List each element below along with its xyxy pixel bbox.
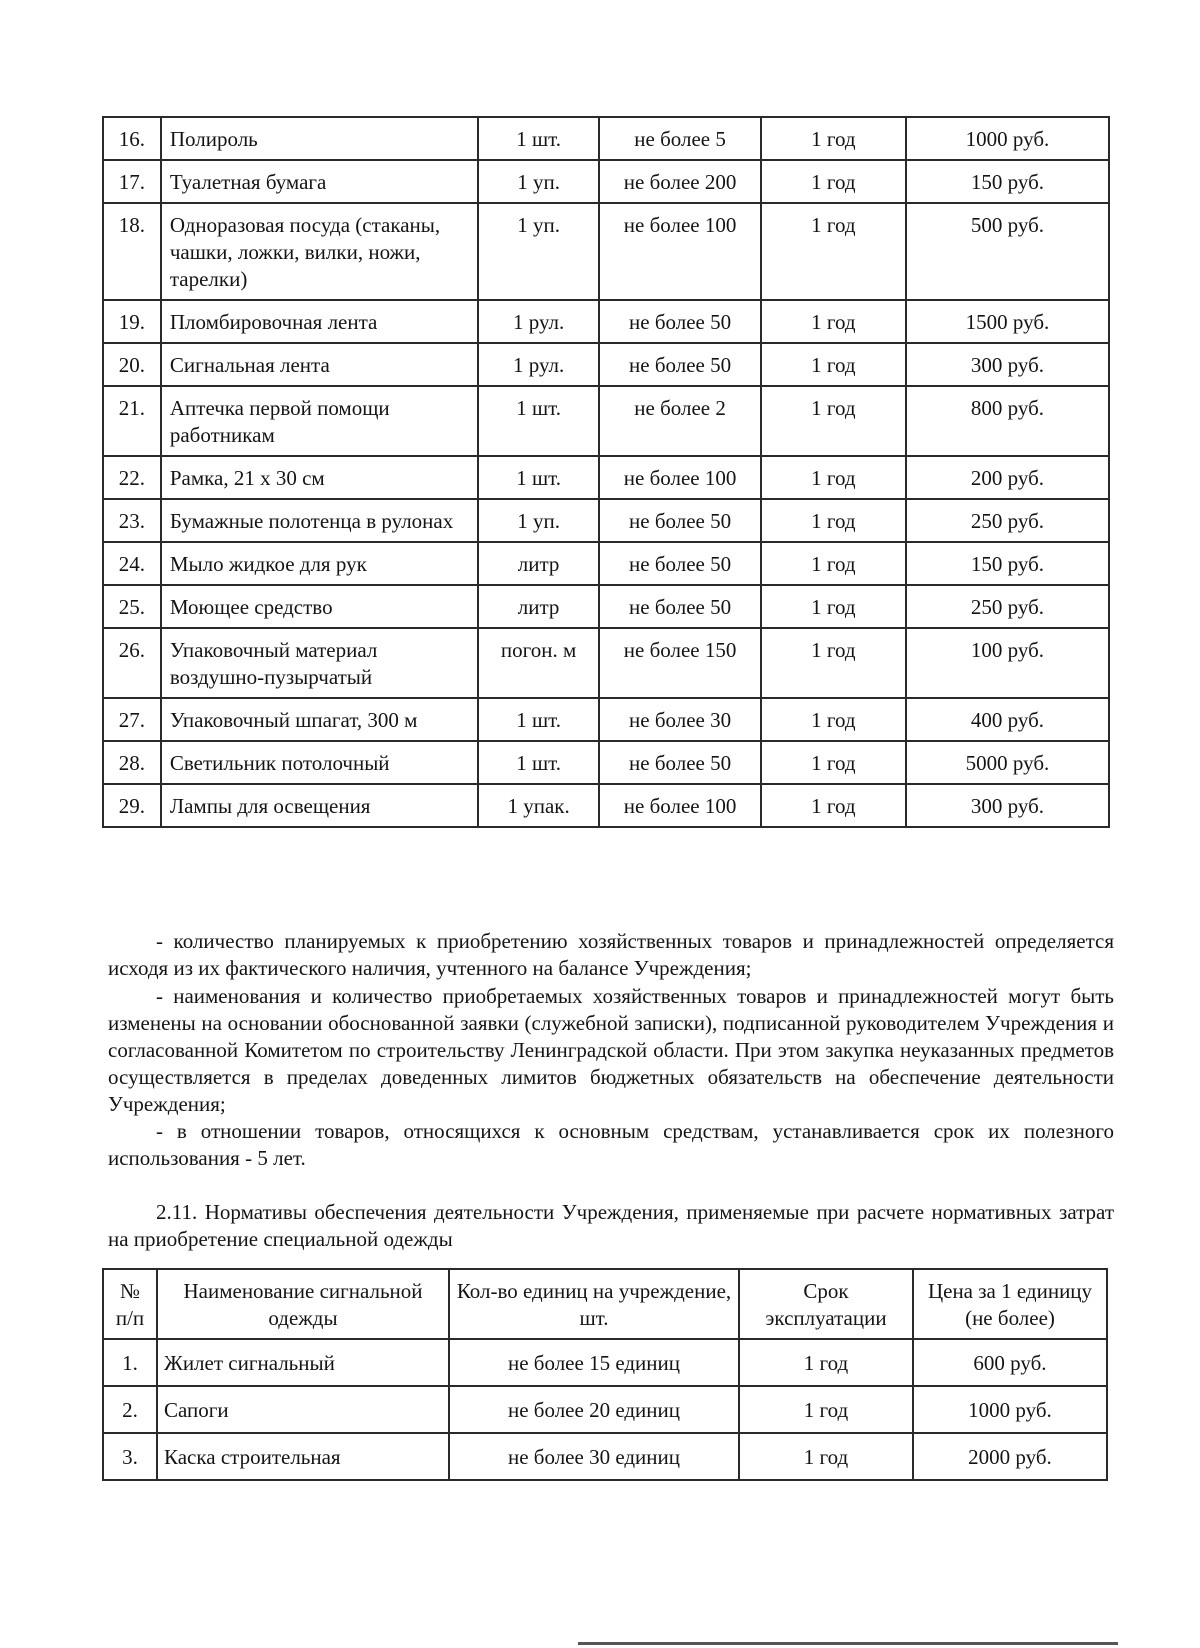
note-paragraph-availability: - количество планируемых к приобретению хозяйственных товаров и принадлежностей определяется исходя из их фактического наличия, учтенного на балансе Учреждения; [108,929,1114,980]
table-row [103,1433,1107,1480]
cell-term: 1 год [761,343,906,386]
cell-quantity: не более 5 [599,117,760,160]
cell-quantity: не более 100 [599,456,760,499]
supplies-table [102,116,1110,828]
cell-item-name: Лампы для освещения [161,784,478,827]
cell-price: 600 руб. [913,1339,1107,1386]
cell-item-name: Полироль [161,117,478,160]
cell-term: 1 год [761,585,906,628]
cell-price: 150 руб. [906,542,1109,585]
note-paragraph-fixed-assets: - в отношении товаров, относящихся к основным средствам, устанавливается срок их полезного использования - 5 лет. [108,1119,1114,1170]
cell-num: 3. [103,1433,157,1480]
cell-unit: 1 шт. [478,698,600,741]
cell-item-name: Сапоги [157,1386,449,1433]
table-row [103,456,1109,499]
cell-num: 17. [103,160,161,203]
cell-num: 2. [103,1386,157,1433]
cell-price: 1000 руб. [906,117,1109,160]
table-row [103,585,1109,628]
cell-num: 24. [103,542,161,585]
cell-quantity: не более 15 единиц [449,1339,739,1386]
cell-price: 800 руб. [906,386,1109,456]
cell-num: 22. [103,456,161,499]
table-row [103,542,1109,585]
cell-quantity: не более 100 [599,203,760,300]
cell-term: 1 год [761,499,906,542]
table-row [103,628,1109,698]
cell-unit: 1 шт. [478,386,600,456]
cell-unit: 1 рул. [478,300,600,343]
cell-item-name: Одноразовая посуда (стаканы, чашки, ложки, вилки, ножи, тарелки) [161,203,478,300]
cell-quantity: не более 50 [599,741,760,784]
cell-term: 1 год [761,117,906,160]
cell-quantity: не более 50 [599,499,760,542]
cell-price: 150 руб. [906,160,1109,203]
clothing-table-body [103,1339,1107,1480]
cell-item-name: Сигнальная лента [161,343,478,386]
cell-price: 300 руб. [906,784,1109,827]
cell-term: 1 год [761,698,906,741]
supplies-table-body [103,117,1109,827]
table-row [103,741,1109,784]
cell-term: 1 год [761,542,906,585]
table-row [103,343,1109,386]
cell-num: 28. [103,741,161,784]
cell-term: 1 год [761,300,906,343]
table-row [103,203,1109,300]
header-qty: Кол-во единиц на учреждение, шт. [449,1269,739,1339]
cell-item-name: Мыло жидкое для рук [161,542,478,585]
cell-term: 1 год [761,160,906,203]
cell-num: 18. [103,203,161,300]
header-term: Срок эксплуатации [739,1269,913,1339]
cell-unit: 1 рул. [478,343,600,386]
table-row [103,117,1109,160]
cell-item-name: Упаковочный шпагат, 300 м [161,698,478,741]
cell-item-name: Каска строительная [157,1433,449,1480]
cell-price: 1000 руб. [913,1386,1107,1433]
cell-num: 25. [103,585,161,628]
cell-price: 500 руб. [906,203,1109,300]
cell-num: 1. [103,1339,157,1386]
header-num: № п/п [103,1269,157,1339]
cell-quantity: не более 100 [599,784,760,827]
cell-price: 2000 руб. [913,1433,1107,1480]
cell-unit: 1 уп. [478,203,600,300]
table-row [103,1386,1107,1433]
table-row [103,386,1109,456]
cell-term: 1 год [761,741,906,784]
header-name: Наименование сигнальной одежды [157,1269,449,1339]
cell-quantity: не более 2 [599,386,760,456]
cell-quantity: не более 50 [599,585,760,628]
cell-quantity: не более 150 [599,628,760,698]
cell-item-name: Бумажные полотенца в рулонах [161,499,478,542]
cell-quantity: не более 50 [599,542,760,585]
cell-num: 26. [103,628,161,698]
footer-divider [578,1642,1118,1645]
cell-price: 250 руб. [906,585,1109,628]
cell-quantity: не более 50 [599,300,760,343]
cell-item-name: Аптечка первой помощи работникам [161,386,478,456]
cell-unit: литр [478,585,600,628]
cell-term: 1 год [761,386,906,456]
cell-quantity: не более 50 [599,343,760,386]
cell-item-name: Светильник потолочный [161,741,478,784]
cell-term: 1 год [761,628,906,698]
table-row [103,499,1109,542]
cell-term: 1 год [739,1339,913,1386]
header-price: Цена за 1 единицу (не более) [913,1269,1107,1339]
cell-unit: 1 шт. [478,741,600,784]
cell-term: 1 год [761,456,906,499]
cell-unit: 1 уп. [478,499,600,542]
cell-unit: 1 уп. [478,160,600,203]
cell-item-name: Рамка, 21 х 30 см [161,456,478,499]
cell-price: 250 руб. [906,499,1109,542]
cell-item-name: Жилет сигнальный [157,1339,449,1386]
cell-price: 5000 руб. [906,741,1109,784]
cell-term: 1 год [739,1433,913,1480]
cell-quantity: не более 30 единиц [449,1433,739,1480]
cell-unit: 1 шт. [478,456,600,499]
table-row [103,698,1109,741]
cell-price: 200 руб. [906,456,1109,499]
clothing-table [102,1268,1108,1481]
note-paragraph-changes: - наименования и количество приобретаемых хозяйственных товаров и принадлежностей могут быть изменены на основании обоснованной заявки (служебной записки), подписанной руководителем Учреждения и согласованной Комитетом по строительству Ленинградской области. При этом закупка неуказанных предметов осуществляется в пределах доведенных лимитов бюджетных обязательств на обеспечение деятельности Учреждения; [108,984,1114,1116]
cell-unit: 1 шт. [478,117,600,160]
cell-price: 1500 руб. [906,300,1109,343]
cell-term: 1 год [761,784,906,827]
clothing-table-header-row [103,1269,1107,1339]
cell-unit: погон. м [478,628,600,698]
cell-num: 20. [103,343,161,386]
cell-num: 29. [103,784,161,827]
table-row [103,784,1109,827]
cell-item-name: Моющее средство [161,585,478,628]
cell-term: 1 год [761,203,906,300]
table-row [103,160,1109,203]
table-row [103,1339,1107,1386]
table-row [103,300,1109,343]
cell-item-name: Упаковочный материал воздушно-пузырчатый [161,628,478,698]
cell-quantity: не более 20 единиц [449,1386,739,1433]
cell-num: 19. [103,300,161,343]
cell-price: 300 руб. [906,343,1109,386]
cell-item-name: Пломбировочная лента [161,300,478,343]
cell-num: 27. [103,698,161,741]
cell-price: 400 руб. [906,698,1109,741]
section-heading-2-11: 2.11. Нормативы обеспечения деятельности Учреждения, применяемые при расчете нормативных затрат на приобретение специальной одежды [108,1200,1114,1251]
cell-item-name: Туалетная бумага [161,160,478,203]
cell-quantity: не более 30 [599,698,760,741]
cell-num: 21. [103,386,161,456]
cell-quantity: не более 200 [599,160,760,203]
cell-unit: 1 упак. [478,784,600,827]
cell-price: 100 руб. [906,628,1109,698]
cell-num: 16. [103,117,161,160]
cell-term: 1 год [739,1386,913,1433]
cell-num: 23. [103,499,161,542]
cell-unit: литр [478,542,600,585]
